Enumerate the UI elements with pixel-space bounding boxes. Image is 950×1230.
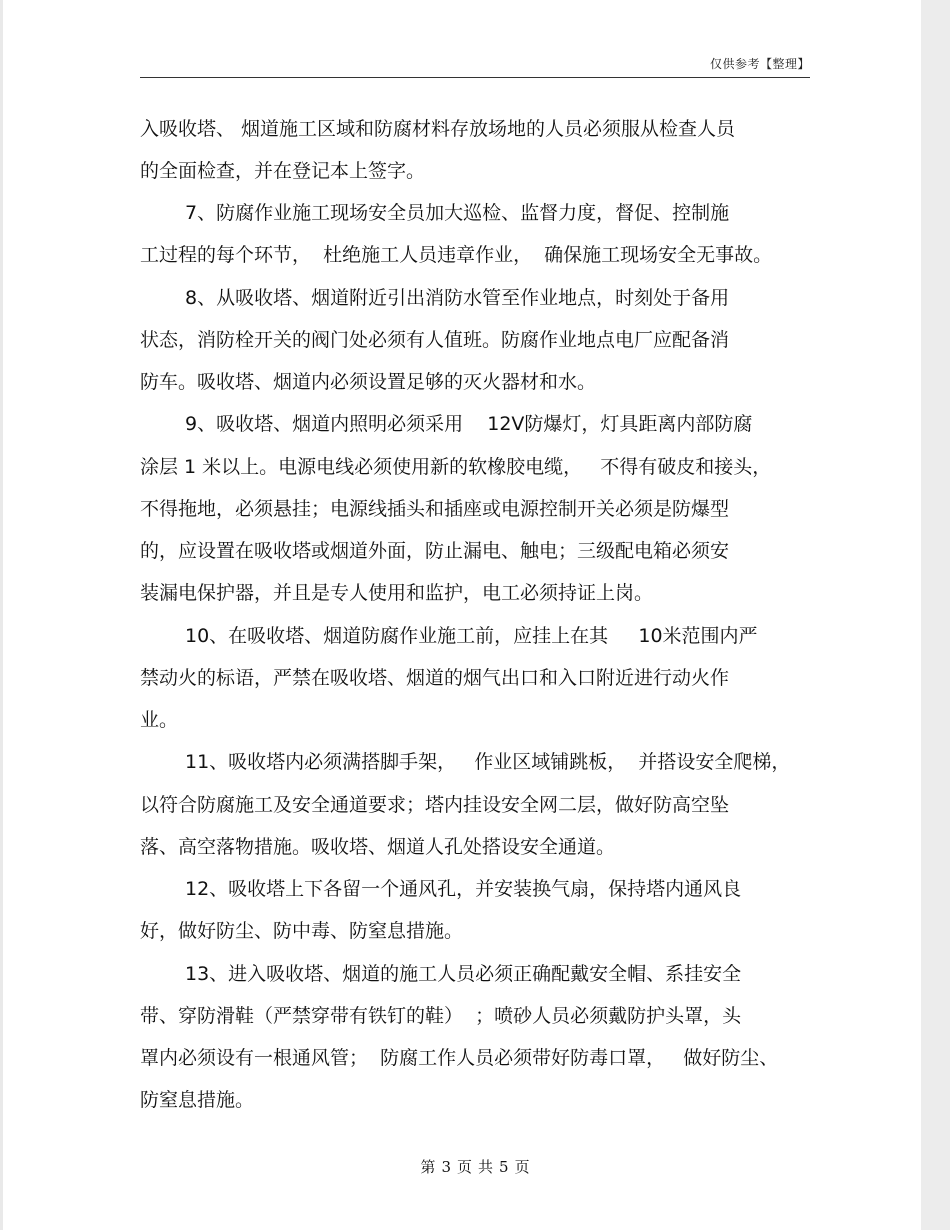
body-line: 装漏电保护器，并且是专人使用和监护，电工必须持证上岗。	[140, 582, 654, 604]
body-line: 状态，消防栓开关的阀门处必须有人值班。防腐作业地点电厂应配备消	[140, 329, 730, 351]
body-line: 涂层 1 米以上。电源电线必须使用新的软橡胶电缆， 不得有破皮和接头，	[140, 456, 772, 478]
body-line: 9、吸收塔、烟道内照明必须采用 12V防爆灯，灯具距离内部防腐	[185, 413, 753, 435]
body-line: 禁动火的标语，严禁在吸收塔、烟道的烟气出口和入口附近进行动火作	[140, 667, 730, 689]
body-line: 12、吸收塔上下各留一个通风孔，并安装换气扇，保持塔内通风良	[185, 878, 742, 900]
footer-label-prefix: 第	[420, 1158, 436, 1176]
body-line: 工过程的每个环节， 杜绝施工人员违章作业， 确保施工现场安全无事故。	[140, 244, 773, 266]
footer-label-total: 共	[478, 1158, 494, 1176]
body-line: 10、在吸收塔、烟道防腐作业施工前，应挂上在其 10米范围内严	[185, 625, 758, 647]
body-line: 8、从吸收塔、烟道附近引出消防水管至作业地点，时刻处于备用	[185, 287, 730, 309]
footer-label-page: 页	[456, 1158, 472, 1176]
body-line: 不得拖地，必须悬挂；电源线插头和插座或电源控制开关必须是防爆型	[140, 498, 730, 520]
body-line: 罩内必须设有一根通风管； 防腐工作人员必须带好防毒口罩， 做好防尘、	[140, 1047, 779, 1069]
body-line: 11、吸收塔内必须满搭脚手架， 作业区域铺跳板， 并搭设安全爬梯，	[185, 751, 791, 773]
total-pages-number: 5	[499, 1158, 509, 1176]
page-footer	[0, 1156, 950, 1177]
body-line: 的，应设置在吸收塔或烟道外面，防止漏电、触电；三级配电箱必须安	[140, 540, 730, 562]
body-line: 以符合防腐施工及安全通道要求；塔内挂设安全网二层，做好防高空坠	[140, 794, 730, 816]
header-note: 仅供参考【整理】	[709, 57, 810, 71]
current-page-number: 3	[441, 1158, 451, 1176]
body-line: 落、高空落物措施。吸收塔、烟道人孔处搭设安全通道。	[140, 836, 616, 858]
body-line: 7、防腐作业施工现场安全员加大巡检、监督力度，督促、控制施	[185, 202, 730, 224]
header-divider	[140, 77, 810, 78]
body-line: 入吸收塔、 烟道施工区域和防腐材料存放场地的人员必须服从检查人员	[140, 118, 736, 140]
body-line: 的全面检查，并在登记本上签字。	[140, 160, 426, 182]
footer-label-suffix: 页	[514, 1158, 530, 1176]
body-line: 防车。吸收塔、烟道内必须设置足够的灭火器材和水。	[140, 371, 597, 393]
body-line: 业。	[140, 709, 179, 731]
page-right-edge	[921, 0, 950, 1230]
page-left-edge	[0, 0, 3, 1230]
body-line: 带、穿防滑鞋（严禁穿带有铁钉的鞋） ；喷砂人员必须戴防护头罩，头	[140, 1005, 742, 1027]
body-line: 13、进入吸收塔、烟道的施工人员必须正确配戴安全帽、系挂安全	[185, 963, 742, 985]
body-line: 防窒息措施。	[140, 1089, 255, 1111]
body-line: 好，做好防尘、防中毒、防窒息措施。	[140, 920, 464, 942]
